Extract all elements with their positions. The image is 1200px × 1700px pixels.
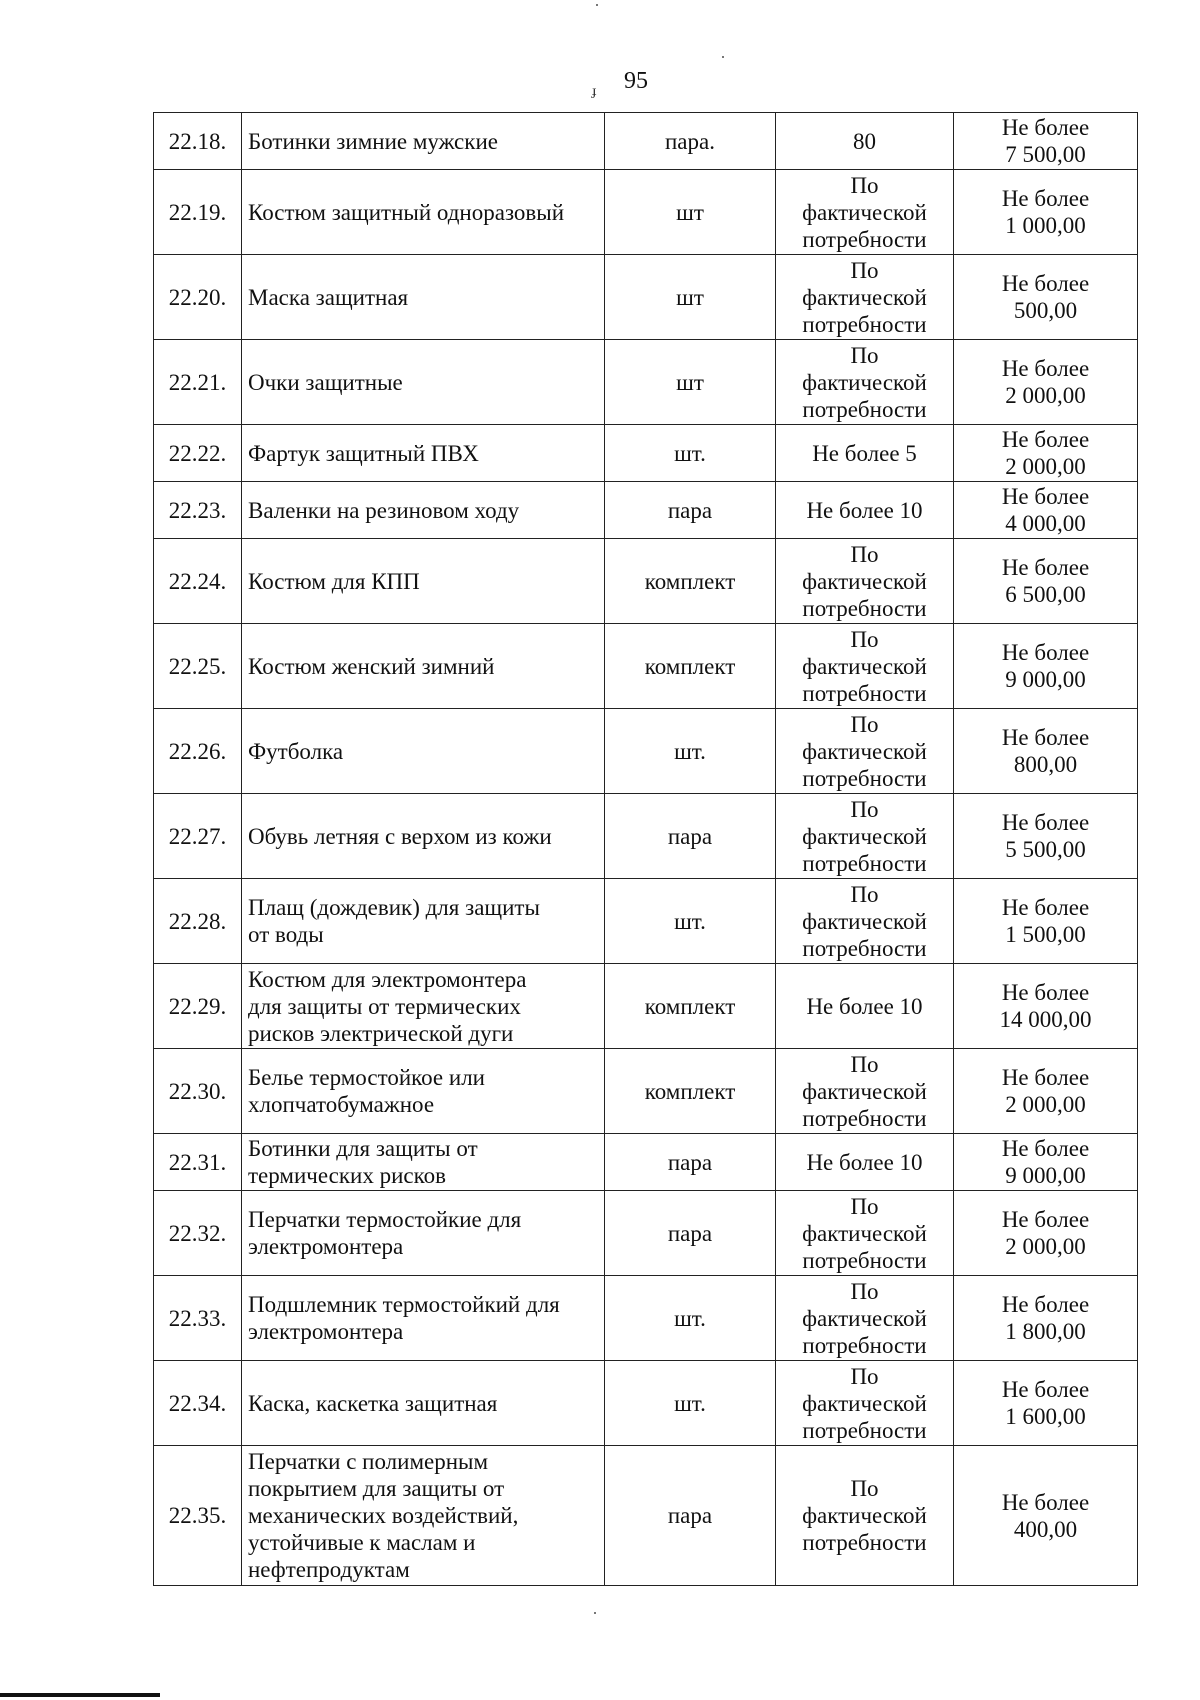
cell-unit: комплект — [605, 624, 776, 709]
cell-qty: Не более 10 — [776, 964, 954, 1049]
cell-num: 22.30. — [154, 1049, 242, 1134]
cell-num: 22.29. — [154, 964, 242, 1049]
cell-price: Не более 2 000,00 — [954, 1191, 1138, 1276]
cell-unit: шт — [605, 340, 776, 425]
table-row — [154, 1191, 1138, 1276]
scan-speck — [596, 4, 598, 6]
cell-price: Не более 1 800,00 — [954, 1276, 1138, 1361]
cell-unit: пара — [605, 482, 776, 539]
cell-price: Не более 4 000,00 — [954, 482, 1138, 539]
cell-unit: шт. — [605, 425, 776, 482]
cell-num: 22.28. — [154, 879, 242, 964]
cell-num: 22.34. — [154, 1361, 242, 1446]
cell-qty: По фактической потребности — [776, 340, 954, 425]
cell-num: 22.23. — [154, 482, 242, 539]
cell-qty: По фактической потребности — [776, 170, 954, 255]
cell-num: 22.19. — [154, 170, 242, 255]
cell-unit: шт. — [605, 709, 776, 794]
cell-qty: 80 — [776, 113, 954, 170]
table-row — [154, 482, 1138, 539]
cell-unit: шт. — [605, 1276, 776, 1361]
cell-qty: По фактической потребности — [776, 1361, 954, 1446]
cell-unit: пара — [605, 1134, 776, 1191]
cell-price: Не более 5 500,00 — [954, 794, 1138, 879]
table-row — [154, 624, 1138, 709]
cell-price: Не более 1 500,00 — [954, 879, 1138, 964]
cell-qty: По фактической потребности — [776, 1446, 954, 1586]
cell-name: Костюм женский зимний — [242, 624, 605, 709]
cell-name: Обувь летняя с верхом из кожи — [242, 794, 605, 879]
cell-unit: комплект — [605, 539, 776, 624]
table-row — [154, 709, 1138, 794]
cell-name: Белье термостойкое или хлопчатобумажное — [242, 1049, 605, 1134]
cell-qty: По фактической потребности — [776, 624, 954, 709]
cell-num: 22.24. — [154, 539, 242, 624]
cell-qty: По фактической потребности — [776, 255, 954, 340]
table-row — [154, 539, 1138, 624]
page-mark: ɟ — [592, 84, 597, 99]
table-row — [154, 1049, 1138, 1134]
cell-unit: пара — [605, 794, 776, 879]
table-row — [154, 879, 1138, 964]
cell-price: Не более 14 000,00 — [954, 964, 1138, 1049]
cell-price: Не более 7 500,00 — [954, 113, 1138, 170]
cell-price: Не более 2 000,00 — [954, 340, 1138, 425]
table-row — [154, 340, 1138, 425]
cell-price: Не более 400,00 — [954, 1446, 1138, 1586]
cell-name: Костюм для КПП — [242, 539, 605, 624]
cell-price: Не более 1 600,00 — [954, 1361, 1138, 1446]
cell-num: 22.18. — [154, 113, 242, 170]
cell-unit: шт — [605, 170, 776, 255]
cell-qty: Не более 5 — [776, 425, 954, 482]
cell-unit: пара — [605, 1446, 776, 1586]
cell-name: Каска, каскетка защитная — [242, 1361, 605, 1446]
table-row — [154, 964, 1138, 1049]
cell-name: Ботинки для защиты от термических рисков — [242, 1134, 605, 1191]
page-number: 95 — [624, 68, 648, 94]
cell-price: Не более 9 000,00 — [954, 1134, 1138, 1191]
table-row — [154, 255, 1138, 340]
cell-name: Костюм защитный одноразовый — [242, 170, 605, 255]
cell-price: Не более 9 000,00 — [954, 624, 1138, 709]
cell-unit: пара — [605, 1191, 776, 1276]
table-row — [154, 170, 1138, 255]
table-row — [154, 1276, 1138, 1361]
cell-num: 22.33. — [154, 1276, 242, 1361]
cell-price: Не более 1 000,00 — [954, 170, 1138, 255]
scan-speck — [594, 1612, 596, 1614]
cell-name: Ботинки зимние мужские — [242, 113, 605, 170]
cell-name: Футболка — [242, 709, 605, 794]
cell-qty: По фактической потребности — [776, 1049, 954, 1134]
table-row — [154, 1446, 1138, 1586]
table-row — [154, 794, 1138, 879]
cell-num: 22.26. — [154, 709, 242, 794]
cell-name: Фартук защитный ПВХ — [242, 425, 605, 482]
cell-qty: По фактической потребности — [776, 539, 954, 624]
cell-price: Не более 2 000,00 — [954, 425, 1138, 482]
scan-speck — [722, 56, 724, 58]
cell-qty: По фактической потребности — [776, 1191, 954, 1276]
cell-price: Не более 2 000,00 — [954, 1049, 1138, 1134]
items-table — [153, 112, 1138, 1586]
table-row — [154, 113, 1138, 170]
cell-num: 22.35. — [154, 1446, 242, 1586]
cell-name: Перчатки термостойкие для электромонтера — [242, 1191, 605, 1276]
cell-name: Плащ (дождевик) для защиты от воды — [242, 879, 605, 964]
cell-qty: По фактической потребности — [776, 794, 954, 879]
cell-unit: шт. — [605, 879, 776, 964]
table-row — [154, 1134, 1138, 1191]
cell-price: Не более 800,00 — [954, 709, 1138, 794]
cell-unit: комплект — [605, 1049, 776, 1134]
cell-price: Не более 6 500,00 — [954, 539, 1138, 624]
cell-num: 22.20. — [154, 255, 242, 340]
cell-name: Перчатки с полимерным покрытием для защиты от механических воздействий, устойчивые к маслам и нефтепродуктам — [242, 1446, 605, 1586]
table-row — [154, 425, 1138, 482]
cell-price: Не более 500,00 — [954, 255, 1138, 340]
cell-num: 22.32. — [154, 1191, 242, 1276]
cell-unit: шт — [605, 255, 776, 340]
cell-unit: пара. — [605, 113, 776, 170]
cell-num: 22.31. — [154, 1134, 242, 1191]
cell-num: 22.25. — [154, 624, 242, 709]
cell-qty: Не более 10 — [776, 482, 954, 539]
cell-qty: По фактической потребности — [776, 709, 954, 794]
cell-qty: По фактической потребности — [776, 879, 954, 964]
cell-num: 22.22. — [154, 425, 242, 482]
cell-unit: шт. — [605, 1361, 776, 1446]
table-row — [154, 1361, 1138, 1446]
cell-name: Маска защитная — [242, 255, 605, 340]
cell-unit: комплект — [605, 964, 776, 1049]
cell-name: Подшлемник термостойкий для электромонтера — [242, 1276, 605, 1361]
cell-name: Очки защитные — [242, 340, 605, 425]
table-body — [154, 113, 1138, 1586]
cell-num: 22.27. — [154, 794, 242, 879]
cell-qty: Не более 10 — [776, 1134, 954, 1191]
cell-num: 22.21. — [154, 340, 242, 425]
cell-name: Валенки на резиновом ходу — [242, 482, 605, 539]
cell-qty: По фактической потребности — [776, 1276, 954, 1361]
page-edge-line — [0, 1693, 160, 1697]
cell-name: Костюм для электромонтера для защиты от термических рисков электрической дуги — [242, 964, 605, 1049]
